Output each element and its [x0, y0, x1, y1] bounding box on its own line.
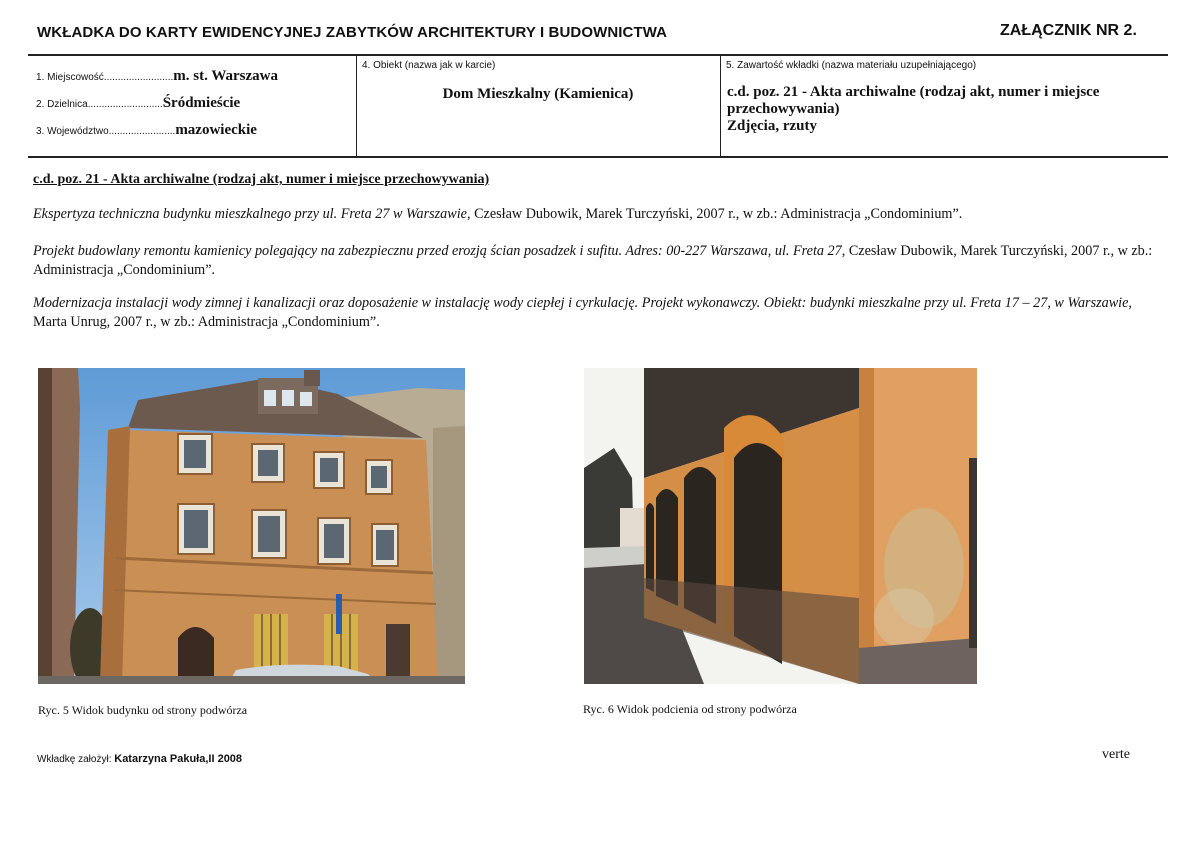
building-facade-photo — [38, 368, 465, 684]
town-field — [36, 68, 278, 85]
entry-details: , Marta Unrug, 2007 r., w zb.: Administracja „Condominium”. — [33, 295, 1132, 330]
entry-details: , Czesław Dubowik, Marek Turczyński, 2007 r., w zb.: Administracja „Condominium”. — [466, 206, 963, 222]
archive-entry — [33, 205, 1153, 224]
content-value-line: c.d. poz. 21 - Akta archiwalne (rodzaj akt, numer i miejsce przechowywania) — [727, 84, 1100, 117]
object-value: Dom Mieszkalny (Kamienica) — [442, 86, 634, 102]
district-field — [36, 95, 240, 112]
district-value: Śródmieście — [162, 95, 241, 111]
entry-title: Ekspertyza techniczna budynku mieszkalnego przy ul. Freta 27 w Warszawie — [33, 206, 467, 222]
voivodeship-label: 3. Województwo........................ — [36, 126, 176, 137]
voivodeship-value: mazowieckie — [175, 122, 257, 138]
entry-title: Projekt budowlany remontu kamienicy polegający na zabezpiecznu przed erozją ścian posadzek i sufitu. Adres: 00-227 Warszawa, ul. Freta 27 — [33, 243, 842, 259]
author-line — [37, 753, 242, 765]
content-value — [727, 84, 1157, 135]
entry-details: , Czesław Dubowik, Marek Turczyński, 2007 r., w zb.: Administracja „Condominium”. — [33, 243, 1153, 278]
archive-entry — [33, 294, 1153, 332]
header-table — [28, 54, 1168, 158]
entry-title: Modernizacja instalacji wody zimnej i kanalizacji oraz doposażenie w instalację wody ciepłej i cyrkulację. Projekt wykonawczy. Obiekt: budynki mieszkalne przy ul. Freta 17 – 27, w Warszawie — [33, 295, 1129, 311]
district-label: 2. Dzielnica........................... — [36, 99, 163, 110]
voivodeship-field — [36, 122, 257, 139]
content-value-line: Zdjęcia, rzuty — [727, 118, 817, 134]
content-label: 5. Zawartość wkładki (nazwa materiału uzupełniającego) — [726, 60, 977, 71]
arcade-photo — [584, 368, 977, 684]
annex-number: ZAŁĄCZNIK NR 2. — [1000, 22, 1137, 39]
town-value: m. st. Warszawa — [173, 68, 278, 84]
column-divider — [356, 56, 357, 156]
author-name: Katarzyna Pakuła,II 2008 — [114, 753, 243, 765]
figure-caption: Ryc. 5 Widok budynku od strony podwórza — [38, 703, 248, 717]
archive-entry — [33, 242, 1153, 280]
verte-note: verte — [1102, 747, 1130, 762]
section-heading: c.d. poz. 21 - Akta archiwalne (rodzaj akt, numer i miejsce przechowywania) — [33, 172, 490, 187]
column-divider — [720, 56, 721, 156]
document-title: WKŁADKA DO KARTY EWIDENCYJNEJ ZABYTKÓW ARCHITEKTURY I BUDOWNICTWA — [37, 24, 668, 41]
author-label: Wkładkę założył: — [37, 754, 115, 765]
figure-caption: Ryc. 6 Widok podcienia od strony podwórza — [583, 702, 797, 716]
object-label: 4. Obiekt (nazwa jak w karcie) — [362, 60, 496, 71]
town-label: 1. Miejscowość......................... — [36, 72, 174, 83]
